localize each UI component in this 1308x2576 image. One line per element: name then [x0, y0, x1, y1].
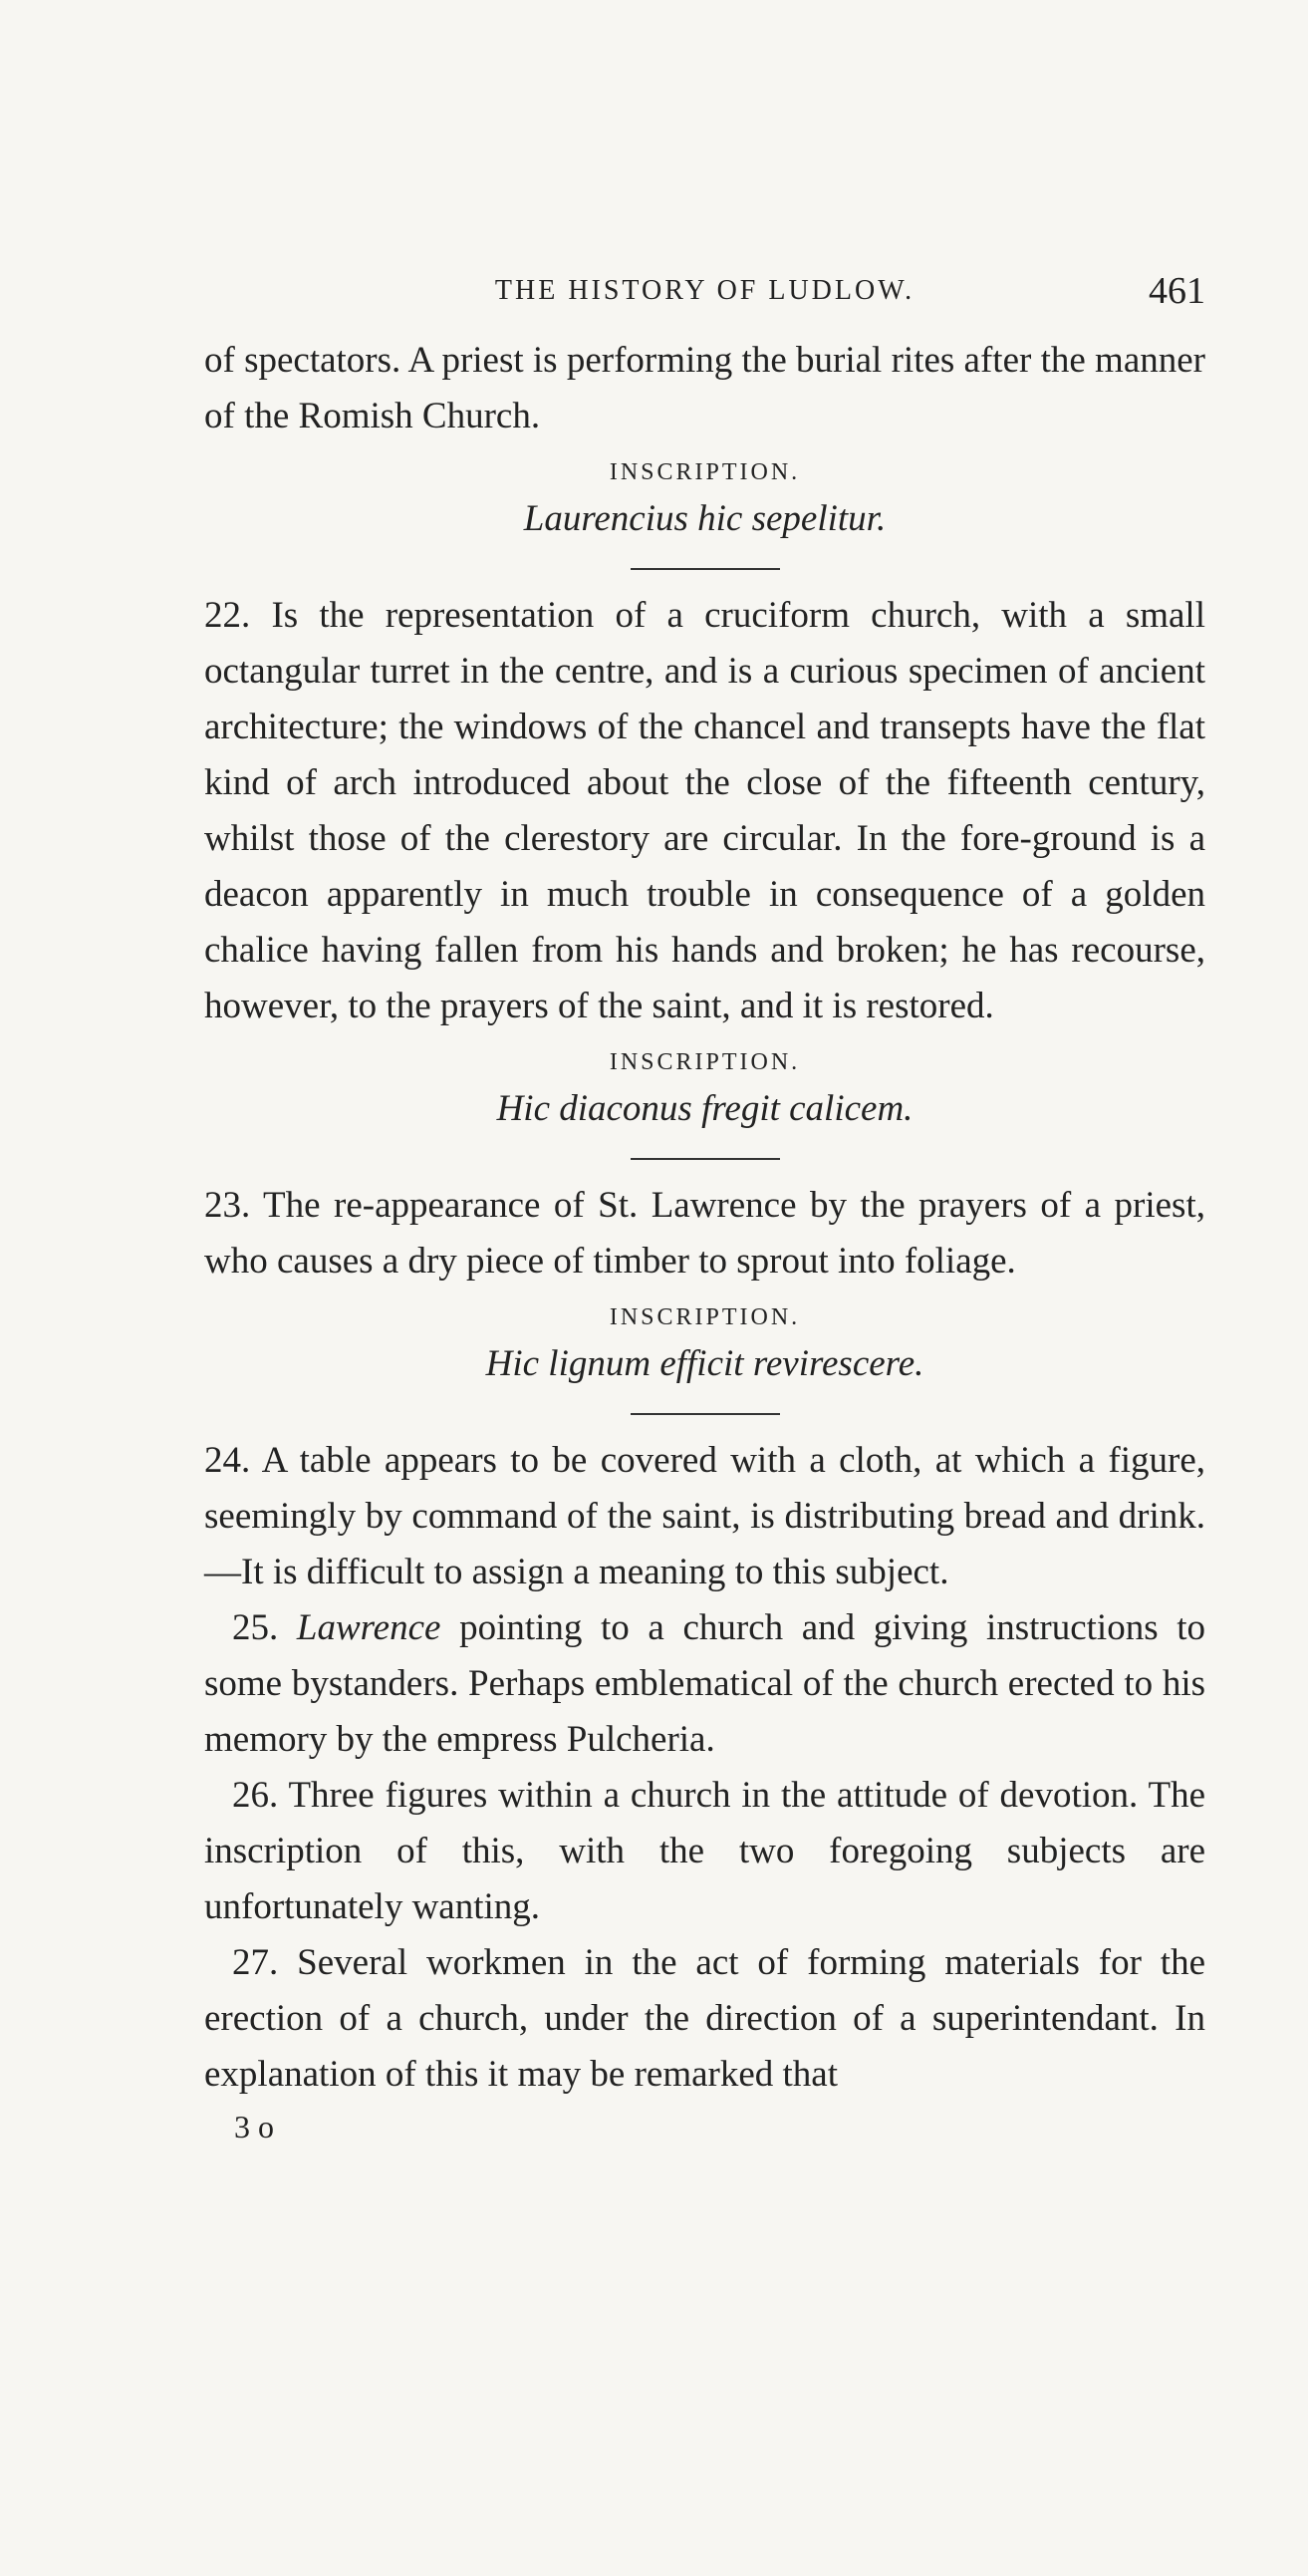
item-text: The re-appearance of St. Lawrence by the prayers of a priest, who causes a dry piece of timber to sprout into foliage.: [204, 1185, 1205, 1282]
inscription-label: INSCRIPTION.: [609, 459, 801, 485]
item-24: [204, 1433, 1205, 1600]
divider-rule: [631, 1158, 780, 1160]
item-number: 27.: [232, 1942, 279, 1983]
inscription-label: INSCRIPTION.: [609, 1304, 801, 1330]
signature-mark: 3 o: [234, 2109, 274, 2145]
inscription-text: Laurencius hic sepelitur.: [523, 498, 887, 539]
item-name: Lawrence: [296, 1607, 441, 1648]
page: [204, 269, 1205, 2150]
item-text: pointing to a church and giving instructions to some bystanders. Perhaps emblematical of the church erected to his memory by the empress Pulcheria.: [204, 1607, 1206, 1760]
item-22: [204, 588, 1205, 1034]
item-26: [204, 1768, 1205, 1935]
item-23: [204, 1178, 1205, 1289]
running-head: [204, 269, 1205, 329]
intro-paragraph: of spectators. A priest is performing the burial rites after the manner of the Romish Church.: [204, 340, 1205, 436]
divider-rule: [631, 568, 780, 570]
item-text: A table appears to be covered with a cloth, at which a figure, seemingly by command of the saint, is distributing bread and drink.—It is difficult to assign a meaning to this subject.: [204, 1440, 1206, 1592]
divider-rule: [631, 1413, 780, 1415]
running-head-title: THE HISTORY OF LUDLOW.: [494, 275, 916, 306]
item-text: Is the representation of a cruciform church, with a small octangular turret in the centre, and is a curious specimen of ancient architecture; the windows of the chancel and transepts have the flat kind of arch introduced about the close of the fifteenth century, whilst those of the clerestory are circular. In the fore-ground is a deacon apparently in much trouble in consequence of a golden chalice having fallen from his hands and broken; he has recourse, however, to the prayers of the saint, and it is restored.: [204, 595, 1205, 1026]
page-number: 461: [1149, 270, 1205, 312]
inscription-label: INSCRIPTION.: [609, 1049, 801, 1075]
item-number: 23.: [204, 1185, 251, 1226]
item-25: [204, 1600, 1205, 1768]
item-text: Three figures within a church in the attitude of devotion. The inscription of this, with the two foregoing subjects are unfortunately wanting.: [204, 1775, 1205, 1927]
item-number: 25.: [232, 1607, 279, 1648]
item-27: [204, 1935, 1205, 2103]
item-text: Several workmen in the act of forming materials for the erection of a church, under the direction of a superintendant. In explanation of this it may be remarked that: [204, 1942, 1205, 2095]
item-number: 24.: [204, 1440, 251, 1481]
item-number: 22.: [204, 595, 251, 636]
item-number: 26.: [232, 1775, 279, 1816]
inscription-text: Hic diaconus fregit calicem.: [496, 1088, 914, 1129]
inscription-text: Hic lignum efficit revirescere.: [485, 1343, 924, 1384]
